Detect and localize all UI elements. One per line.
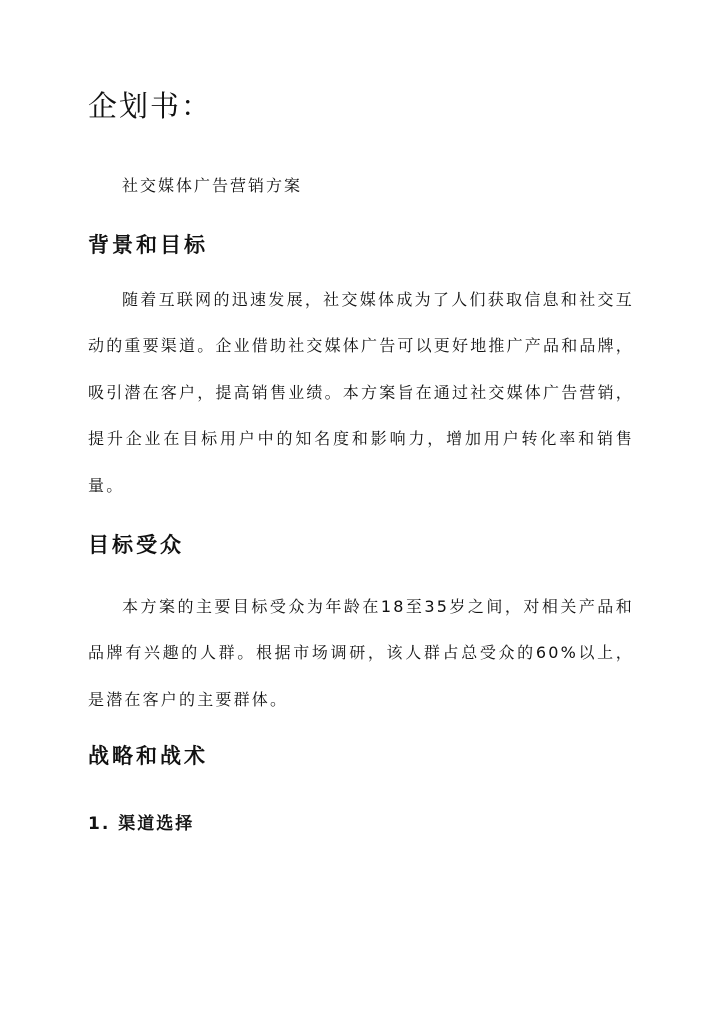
section-heading-background: 背景和目标 — [88, 233, 208, 257]
section-paragraph-background: 随着互联网的迅速发展，社交媒体成为了人们获取信息和社交互动的重要渠道。企业借助社交媒体广告可以更好地推广产品和品牌，吸引潜在客户，提高销售业绩。本方案旨在通过社交媒体广告营销，提升企业在目标用户中的知名度和影响力，增加用户转化率和销售量。 — [88, 290, 635, 495]
document-title: 企划书： — [88, 89, 213, 123]
subsection-heading-channel: 1. 渠道选择 — [88, 814, 195, 834]
section-paragraph-audience: 本方案的主要目标受众为年龄在18至35岁之间，对相关产品和品牌有兴趣的人群。根据市场调研，该人群占总受众的60%以上，是潜在客户的主要群体。 — [88, 597, 634, 709]
document-subtitle: 社交媒体广告营销方案 — [122, 176, 303, 195]
section-heading-audience: 目标受众 — [88, 533, 184, 557]
section-heading-strategy: 战略和战术 — [88, 744, 208, 768]
